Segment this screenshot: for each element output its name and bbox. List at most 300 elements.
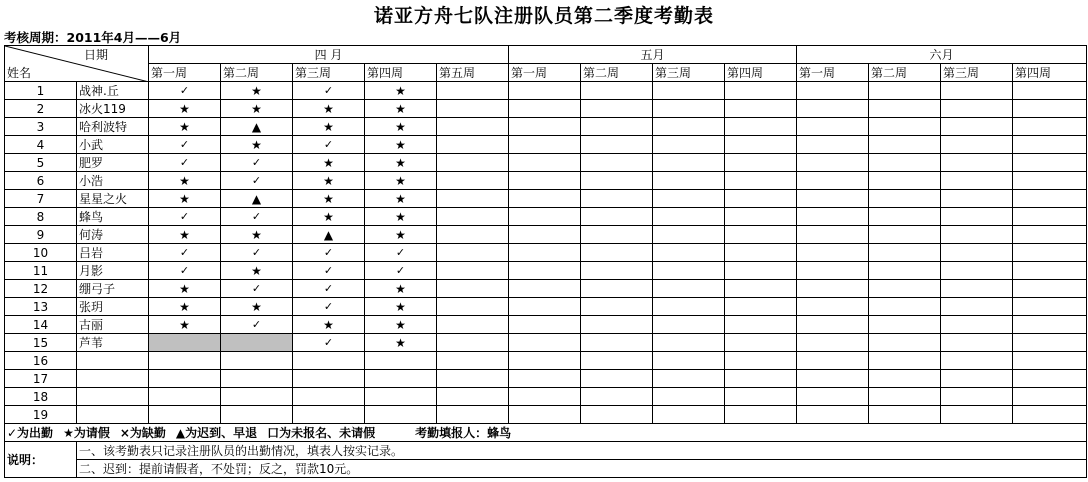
member-name: 小武: [77, 136, 149, 154]
attendance-mark: [509, 118, 581, 136]
attendance-mark: [725, 172, 797, 190]
notes-heading: 说明：: [5, 442, 77, 478]
attendance-mark: [581, 280, 653, 298]
table-row: [5, 226, 1087, 244]
attendance-mark: ✓: [365, 262, 437, 280]
attendance-mark: [941, 208, 1013, 226]
attendance-mark: [509, 244, 581, 262]
attendance-mark: [869, 280, 941, 298]
attendance-mark: [581, 154, 653, 172]
name-label: 姓名: [7, 66, 32, 80]
attendance-mark: [653, 136, 725, 154]
row-number: 6: [5, 172, 77, 190]
attendance-mark: ▲: [221, 190, 293, 208]
attendance-mark: [653, 100, 725, 118]
row-number: 12: [5, 280, 77, 298]
attendance-mark: [797, 100, 869, 118]
attendance-mark: ✓: [221, 244, 293, 262]
attendance-mark: [509, 190, 581, 208]
attendance-mark: ★: [149, 190, 221, 208]
attendance-mark: [653, 280, 725, 298]
week-header: 第三周: [941, 64, 1013, 82]
attendance-mark: ✓: [293, 136, 365, 154]
attendance-mark: [149, 370, 221, 388]
member-name: 星星之火: [77, 190, 149, 208]
attendance-mark: [725, 280, 797, 298]
attendance-mark: [797, 316, 869, 334]
attendance-mark: [941, 226, 1013, 244]
attendance-mark: [797, 352, 869, 370]
attendance-mark: ★: [365, 208, 437, 226]
attendance-mark: [1013, 298, 1087, 316]
attendance-mark: [365, 352, 437, 370]
table-row: [5, 100, 1087, 118]
attendance-mark: [797, 280, 869, 298]
attendance-mark: [437, 334, 509, 352]
attendance-mark: [1013, 154, 1087, 172]
attendance-mark: [725, 118, 797, 136]
table-row: [5, 370, 1087, 388]
attendance-mark: ★: [365, 154, 437, 172]
legend-unregistered: 口为未报名、未请假: [267, 425, 376, 440]
attendance-mark: ★: [149, 280, 221, 298]
attendance-mark: [653, 334, 725, 352]
attendance-mark: [869, 172, 941, 190]
reporter: 考勤填报人：蜂鸟: [415, 425, 512, 440]
attendance-mark: [653, 226, 725, 244]
attendance-table: [4, 45, 1087, 478]
attendance-mark: [797, 334, 869, 352]
attendance-mark: [437, 244, 509, 262]
attendance-mark: ★: [365, 226, 437, 244]
attendance-mark: [869, 118, 941, 136]
attendance-mark: [797, 262, 869, 280]
table-row: [5, 262, 1087, 280]
table-row: [5, 82, 1087, 100]
attendance-mark: [725, 388, 797, 406]
attendance-mark: [941, 316, 1013, 334]
week-header: 第四周: [365, 64, 437, 82]
attendance-mark: ★: [365, 82, 437, 100]
attendance-mark: [149, 334, 221, 352]
attendance-mark: ✓: [293, 82, 365, 100]
attendance-mark: ★: [293, 100, 365, 118]
attendance-mark: [1013, 82, 1087, 100]
attendance-mark: ✓: [221, 172, 293, 190]
row-number: 16: [5, 352, 77, 370]
attendance-mark: [869, 388, 941, 406]
attendance-mark: ★: [221, 82, 293, 100]
attendance-mark: [1013, 136, 1087, 154]
attendance-mark: [797, 208, 869, 226]
attendance-mark: [941, 280, 1013, 298]
row-number: 19: [5, 406, 77, 424]
attendance-mark: [437, 136, 509, 154]
attendance-mark: [1013, 406, 1087, 424]
attendance-mark: [797, 226, 869, 244]
attendance-mark: ★: [149, 100, 221, 118]
attendance-mark: [869, 100, 941, 118]
attendance-mark: [725, 334, 797, 352]
note-line-2: 二、迟到：提前请假者，不处罚；反之，罚款10元。: [77, 460, 1087, 478]
attendance-mark: [725, 262, 797, 280]
attendance-mark: [1013, 334, 1087, 352]
attendance-mark: [437, 280, 509, 298]
attendance-mark: [437, 370, 509, 388]
attendance-mark: [653, 172, 725, 190]
attendance-mark: [941, 334, 1013, 352]
month-header: 四 月: [149, 46, 509, 64]
attendance-mark: [509, 316, 581, 334]
attendance-mark: [1013, 172, 1087, 190]
row-number: 10: [5, 244, 77, 262]
assessment-period: 考核周期：2011年4月——6月: [4, 30, 182, 45]
attendance-mark: [653, 352, 725, 370]
attendance-mark: [149, 406, 221, 424]
row-number: 9: [5, 226, 77, 244]
attendance-mark: [869, 298, 941, 316]
member-name: [77, 388, 149, 406]
week-header: 第三周: [653, 64, 725, 82]
attendance-mark: ▲: [221, 118, 293, 136]
attendance-mark: [149, 388, 221, 406]
attendance-mark: ★: [365, 280, 437, 298]
attendance-mark: ★: [149, 226, 221, 244]
attendance-mark: [437, 352, 509, 370]
month-header: 五月: [509, 46, 797, 64]
attendance-mark: [509, 388, 581, 406]
attendance-mark: [509, 172, 581, 190]
attendance-mark: ✓: [221, 280, 293, 298]
attendance-mark: [797, 298, 869, 316]
attendance-mark: [869, 208, 941, 226]
legend-present: ✓为出勤: [7, 425, 54, 440]
date-name-header: [5, 46, 149, 82]
attendance-mark: [437, 82, 509, 100]
week-header: 第一周: [797, 64, 869, 82]
row-number: 14: [5, 316, 77, 334]
table-row: [5, 352, 1087, 370]
attendance-mark: [581, 370, 653, 388]
attendance-mark: ★: [221, 298, 293, 316]
week-header: 第四周: [1013, 64, 1087, 82]
attendance-mark: [293, 388, 365, 406]
attendance-mark: ★: [293, 208, 365, 226]
attendance-mark: [437, 172, 509, 190]
attendance-mark: [437, 262, 509, 280]
attendance-mark: [797, 136, 869, 154]
attendance-mark: [509, 262, 581, 280]
attendance-mark: ★: [365, 334, 437, 352]
attendance-mark: ✓: [221, 208, 293, 226]
attendance-mark: [941, 406, 1013, 424]
attendance-mark: [941, 352, 1013, 370]
attendance-mark: [725, 244, 797, 262]
attendance-mark: [365, 406, 437, 424]
attendance-mark: [797, 190, 869, 208]
attendance-mark: [653, 190, 725, 208]
attendance-mark: [509, 154, 581, 172]
member-name: 哈利波特: [77, 118, 149, 136]
attendance-mark: [437, 406, 509, 424]
attendance-mark: [437, 298, 509, 316]
attendance-mark: ★: [149, 316, 221, 334]
member-name: 吕岩: [77, 244, 149, 262]
attendance-mark: ★: [365, 100, 437, 118]
attendance-mark: ★: [365, 136, 437, 154]
row-number: 15: [5, 334, 77, 352]
attendance-mark: [509, 280, 581, 298]
attendance-mark: [725, 136, 797, 154]
attendance-mark: [509, 370, 581, 388]
month-header: 六月: [797, 46, 1087, 64]
attendance-mark: [725, 352, 797, 370]
attendance-mark: [437, 190, 509, 208]
attendance-mark: [797, 154, 869, 172]
attendance-mark: [941, 298, 1013, 316]
attendance-mark: ★: [149, 118, 221, 136]
attendance-mark: [725, 154, 797, 172]
attendance-mark: [221, 406, 293, 424]
member-name: 古丽: [77, 316, 149, 334]
attendance-mark: ★: [365, 316, 437, 334]
attendance-mark: [941, 370, 1013, 388]
row-number: 11: [5, 262, 77, 280]
table-row: [5, 406, 1087, 424]
attendance-mark: ★: [293, 316, 365, 334]
attendance-mark: [221, 352, 293, 370]
attendance-mark: [1013, 352, 1087, 370]
attendance-mark: [653, 82, 725, 100]
attendance-mark: ✓: [149, 208, 221, 226]
attendance-mark: [725, 406, 797, 424]
member-name: [77, 370, 149, 388]
attendance-mark: ✓: [293, 298, 365, 316]
attendance-mark: [581, 82, 653, 100]
attendance-mark: [1013, 262, 1087, 280]
row-number: 13: [5, 298, 77, 316]
attendance-mark: ★: [221, 226, 293, 244]
attendance-mark: ✓: [293, 244, 365, 262]
attendance-mark: [509, 136, 581, 154]
attendance-mark: ✓: [365, 244, 437, 262]
attendance-mark: ✓: [149, 136, 221, 154]
member-name: 肥罗: [77, 154, 149, 172]
attendance-mark: [581, 406, 653, 424]
attendance-mark: [581, 316, 653, 334]
legend-leave: ★为请假: [63, 425, 110, 440]
attendance-mark: [653, 244, 725, 262]
attendance-mark: [797, 406, 869, 424]
attendance-mark: [509, 298, 581, 316]
attendance-mark: ★: [293, 154, 365, 172]
attendance-mark: [725, 100, 797, 118]
member-name: 蜂鸟: [77, 208, 149, 226]
member-name: 张玥: [77, 298, 149, 316]
table-row: [5, 388, 1087, 406]
attendance-mark: [653, 262, 725, 280]
attendance-mark: ★: [365, 172, 437, 190]
attendance-mark: ★: [293, 190, 365, 208]
attendance-mark: [1013, 244, 1087, 262]
table-row: [5, 334, 1087, 352]
attendance-mark: [725, 190, 797, 208]
attendance-mark: [869, 334, 941, 352]
attendance-mark: [725, 370, 797, 388]
row-number: 5: [5, 154, 77, 172]
attendance-mark: [581, 136, 653, 154]
attendance-mark: [1013, 100, 1087, 118]
attendance-mark: [869, 154, 941, 172]
table-row: [5, 280, 1087, 298]
attendance-mark: ✓: [293, 280, 365, 298]
attendance-mark: [941, 100, 1013, 118]
attendance-mark: [437, 154, 509, 172]
attendance-mark: [797, 388, 869, 406]
attendance-mark: [509, 226, 581, 244]
attendance-mark: [509, 208, 581, 226]
week-header: 第三周: [293, 64, 365, 82]
attendance-mark: [941, 136, 1013, 154]
attendance-mark: [1013, 118, 1087, 136]
attendance-mark: [581, 352, 653, 370]
attendance-mark: [581, 118, 653, 136]
member-name: [77, 406, 149, 424]
week-header: 第二周: [581, 64, 653, 82]
attendance-mark: [869, 370, 941, 388]
sheet-title: 诺亚方舟七队注册队员第二季度考勤表: [373, 5, 714, 27]
attendance-mark: [581, 226, 653, 244]
attendance-mark: [797, 82, 869, 100]
attendance-mark: [1013, 316, 1087, 334]
attendance-mark: [509, 334, 581, 352]
member-name: 芦苇: [77, 334, 149, 352]
attendance-mark: [437, 226, 509, 244]
attendance-mark: [437, 388, 509, 406]
attendance-mark: ★: [221, 100, 293, 118]
row-number: 3: [5, 118, 77, 136]
attendance-mark: ✓: [149, 82, 221, 100]
attendance-mark: [869, 262, 941, 280]
attendance-mark: [293, 406, 365, 424]
attendance-mark: [1013, 370, 1087, 388]
attendance-mark: [221, 388, 293, 406]
row-number: 18: [5, 388, 77, 406]
attendance-mark: ★: [149, 172, 221, 190]
attendance-mark: [1013, 190, 1087, 208]
attendance-mark: [581, 262, 653, 280]
table-row: [5, 190, 1087, 208]
row-number: 4: [5, 136, 77, 154]
attendance-mark: [941, 172, 1013, 190]
attendance-mark: [725, 298, 797, 316]
attendance-mark: [581, 334, 653, 352]
attendance-mark: [941, 262, 1013, 280]
member-name: 冰火119: [77, 100, 149, 118]
attendance-mark: ✓: [221, 154, 293, 172]
member-name: [77, 352, 149, 370]
attendance-mark: ★: [365, 298, 437, 316]
attendance-mark: [581, 244, 653, 262]
attendance-mark: [653, 298, 725, 316]
attendance-mark: [1013, 226, 1087, 244]
attendance-mark: [293, 352, 365, 370]
attendance-mark: [221, 370, 293, 388]
attendance-mark: ✓: [221, 316, 293, 334]
attendance-mark: [365, 388, 437, 406]
member-name: 何涛: [77, 226, 149, 244]
attendance-mark: [581, 172, 653, 190]
attendance-mark: [1013, 388, 1087, 406]
attendance-mark: [509, 100, 581, 118]
row-number: 7: [5, 190, 77, 208]
attendance-mark: [797, 244, 869, 262]
attendance-mark: [869, 244, 941, 262]
attendance-mark: [221, 334, 293, 352]
attendance-mark: [365, 370, 437, 388]
attendance-mark: [869, 316, 941, 334]
attendance-mark: [653, 370, 725, 388]
attendance-mark: [509, 82, 581, 100]
attendance-mark: [941, 388, 1013, 406]
attendance-mark: [293, 370, 365, 388]
week-header: 第四周: [725, 64, 797, 82]
note-line-1: 一、该考勤表只记录注册队员的出勤情况，填表人按实记录。: [77, 442, 1087, 460]
table-row: [5, 172, 1087, 190]
attendance-mark: [509, 406, 581, 424]
table-row: [5, 154, 1087, 172]
week-header: 第二周: [869, 64, 941, 82]
table-row: [5, 136, 1087, 154]
attendance-mark: [869, 82, 941, 100]
attendance-mark: [869, 352, 941, 370]
attendance-mark: [941, 118, 1013, 136]
attendance-mark: [509, 352, 581, 370]
attendance-mark: [941, 244, 1013, 262]
attendance-mark: [869, 136, 941, 154]
attendance-mark: [581, 190, 653, 208]
attendance-mark: [581, 388, 653, 406]
attendance-mark: [653, 208, 725, 226]
week-header: 第一周: [509, 64, 581, 82]
attendance-mark: ★: [221, 262, 293, 280]
attendance-mark: ✓: [149, 154, 221, 172]
attendance-mark: [725, 82, 797, 100]
attendance-mark: ★: [221, 136, 293, 154]
attendance-mark: [149, 352, 221, 370]
attendance-mark: ★: [365, 118, 437, 136]
attendance-mark: ★: [365, 190, 437, 208]
legend-late: ▲为迟到、早退: [175, 425, 258, 440]
table-row: [5, 118, 1087, 136]
legend-absent: ×为缺勤: [119, 425, 166, 440]
attendance-mark: [725, 316, 797, 334]
attendance-mark: [581, 298, 653, 316]
row-number: 17: [5, 370, 77, 388]
attendance-mark: [869, 226, 941, 244]
attendance-mark: [1013, 280, 1087, 298]
attendance-mark: [797, 118, 869, 136]
attendance-mark: [941, 190, 1013, 208]
attendance-mark: ★: [293, 172, 365, 190]
week-header: 第二周: [221, 64, 293, 82]
attendance-mark: [797, 370, 869, 388]
member-name: 小浩: [77, 172, 149, 190]
attendance-mark: ▲: [293, 226, 365, 244]
table-row: [5, 316, 1087, 334]
attendance-mark: ★: [293, 118, 365, 136]
attendance-mark: [581, 208, 653, 226]
